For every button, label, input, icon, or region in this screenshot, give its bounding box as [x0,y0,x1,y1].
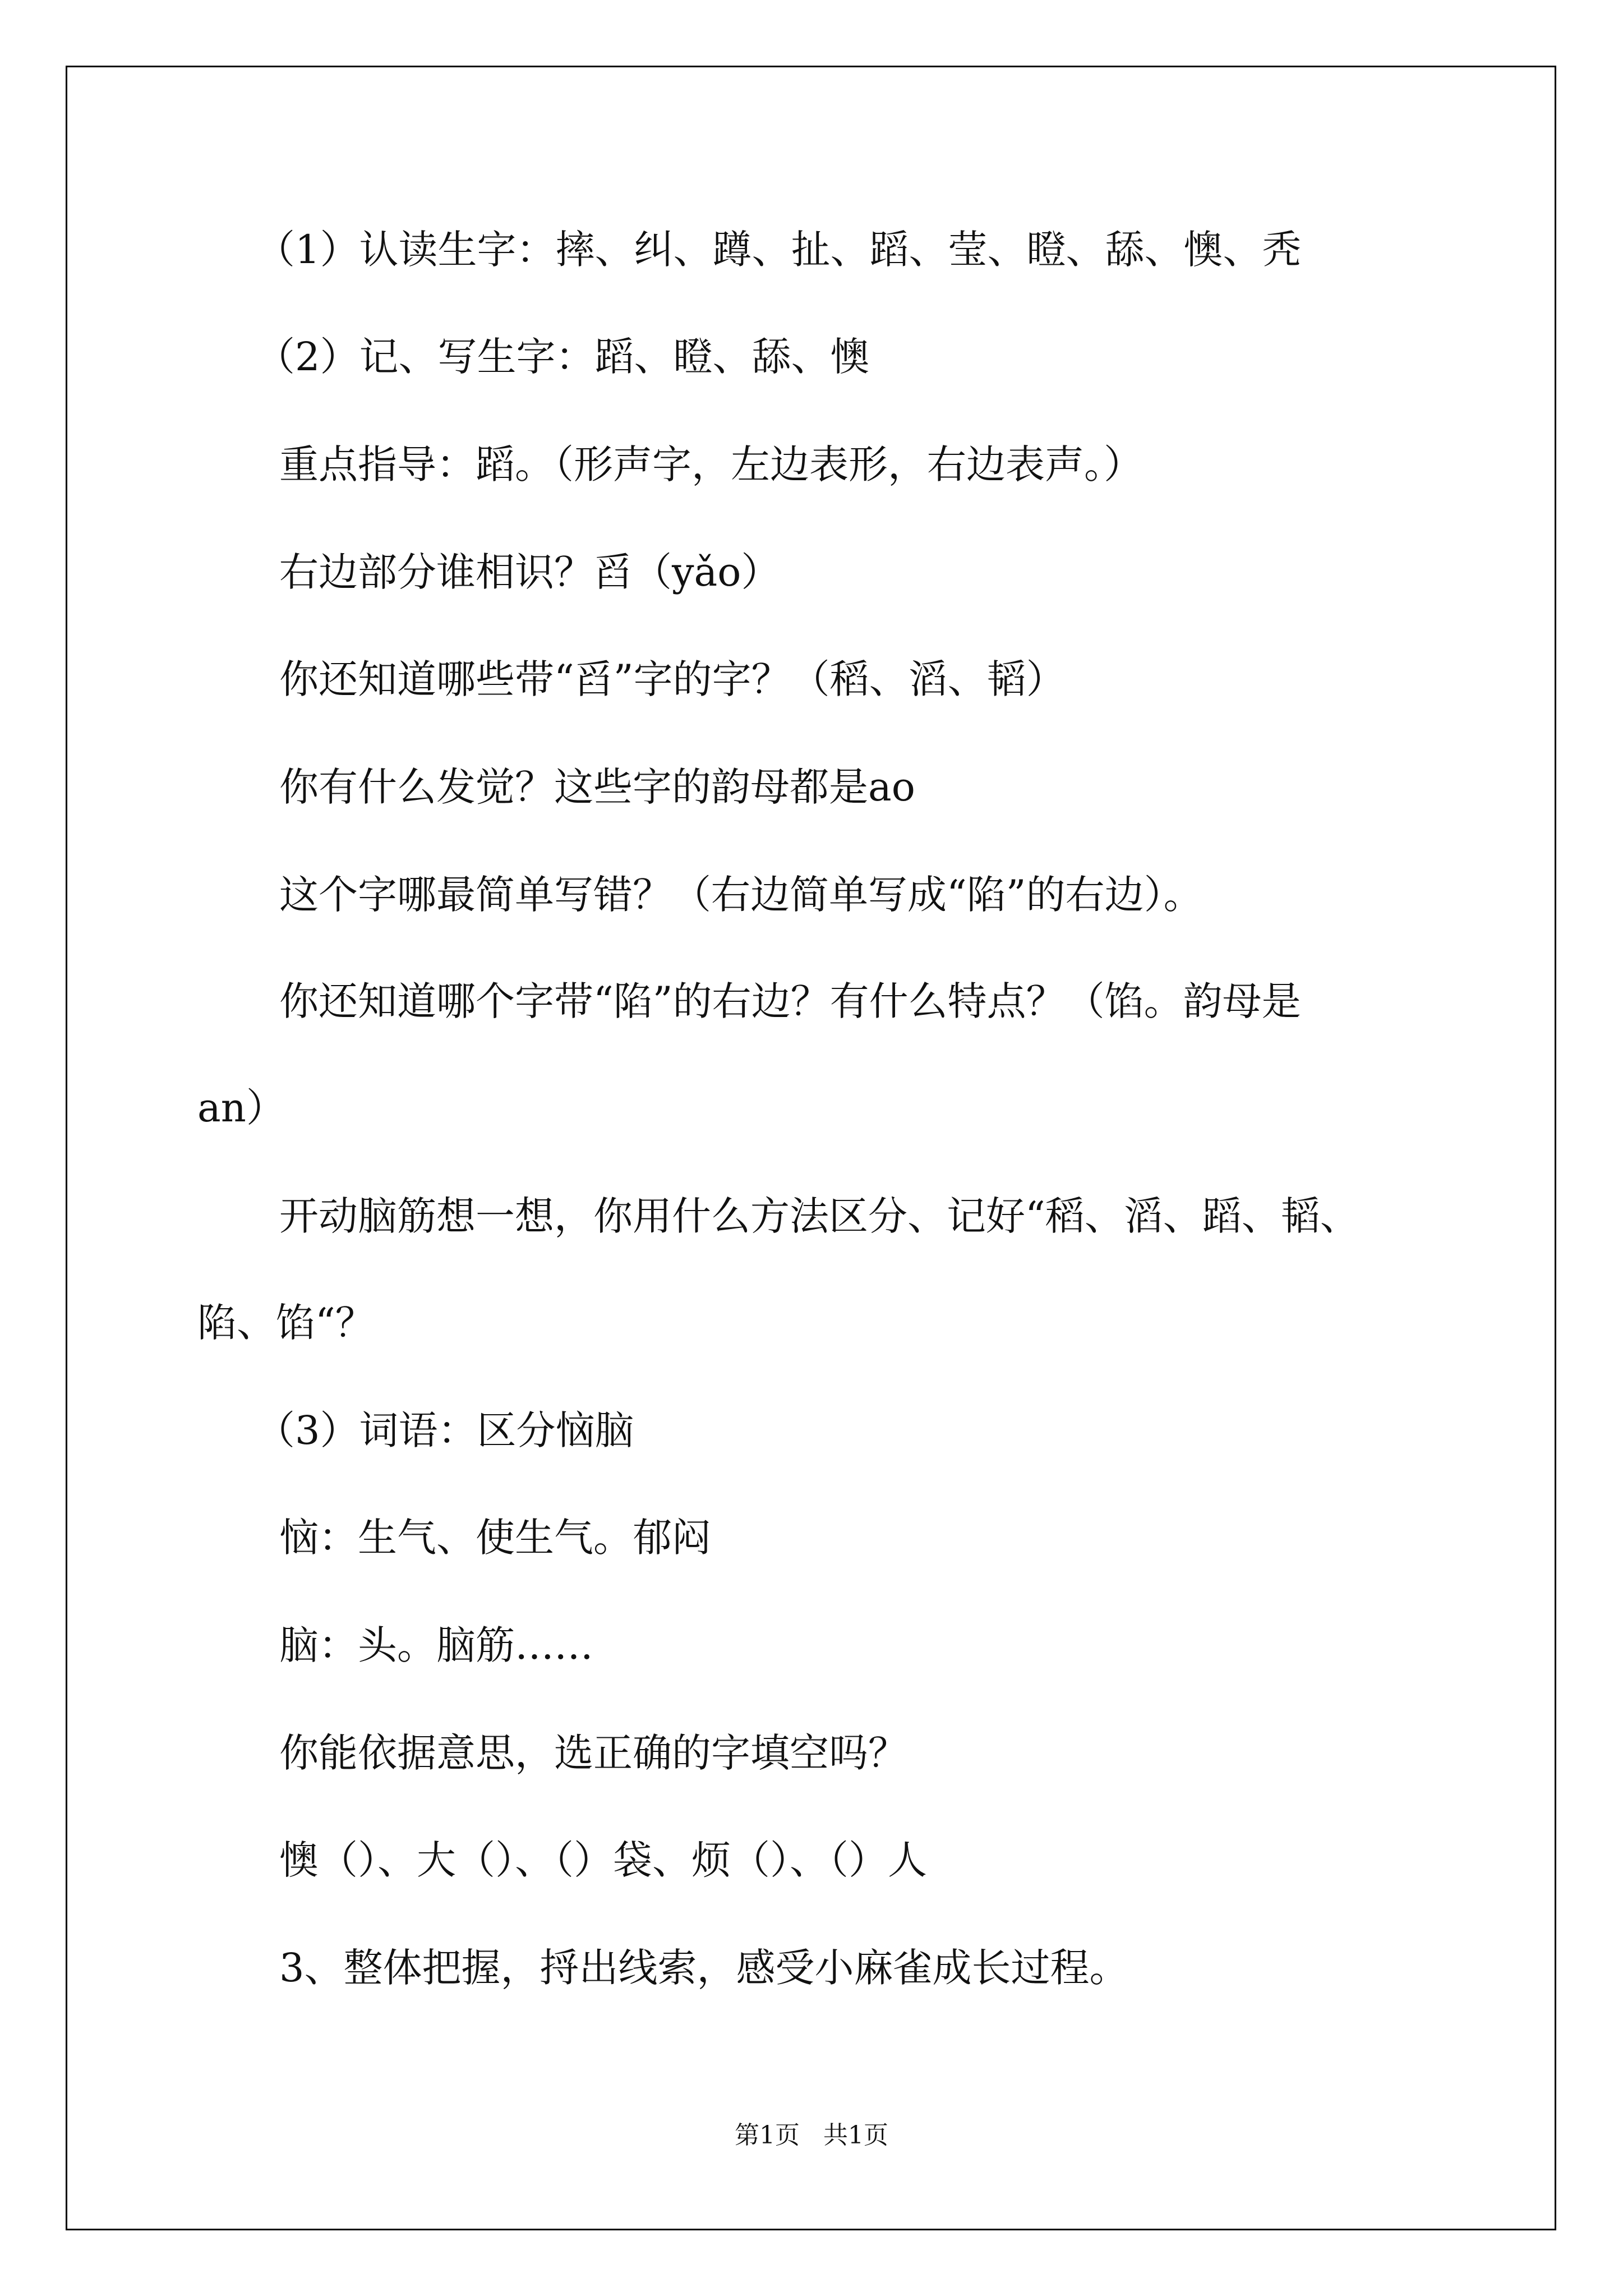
text-line-3: 重点指导：蹈。（形声字，左边表形，右边表声。） [279,441,1143,487]
text-line-13: 恼：生气、使生气。郁闷 [279,1515,711,1561]
text-line-12: （3）词语：区分恼脑 [256,1407,634,1453]
text-line-1: （1）认读生字：摔、纠、蹲、扯、蹈、莹、瞪、舔、懊、秃 [256,227,1302,273]
text-line-17: 3、整体把握，捋出线索，感受小麻雀成长过程。 [279,1945,1129,1991]
text-line-14: 脑：头。脑筋…… [279,1622,593,1668]
page-border [66,66,1556,2230]
text-line-15: 你能依据意思，选正确的字填空吗？ [279,1730,907,1776]
text-line-4: 右边部分谁相识？舀（yǎo） [279,549,781,595]
text-line-10: 开动脑筋想一想，你用什么方法区分、记好“稻、滔、蹈、韬、 [279,1193,1359,1239]
text-line-11: 陷、馅“？ [197,1300,375,1346]
text-line-6: 你有什么发觉？这些字的韵母都是ao [279,764,915,810]
text-line-7: 这个字哪最简单写错？（右边简单写成“陷”的右边）。 [279,872,1203,918]
text-line-5: 你还知道哪些带“舀”字的字？（稻、滔、韬） [279,656,1066,702]
text-line-8: 你还知道哪个字带“陷”的右边？有什么特点？（馅。韵母是 [279,978,1301,1024]
text-line-9: an） [197,1085,285,1131]
text-line-16: 懊（）、大（）、（）袋、烦（）、（）人 [279,1837,927,1883]
text-line-2: （2）记、写生字：蹈、瞪、舔、懊 [256,334,870,380]
page-footer: 第1页 共1页 [735,2121,888,2150]
